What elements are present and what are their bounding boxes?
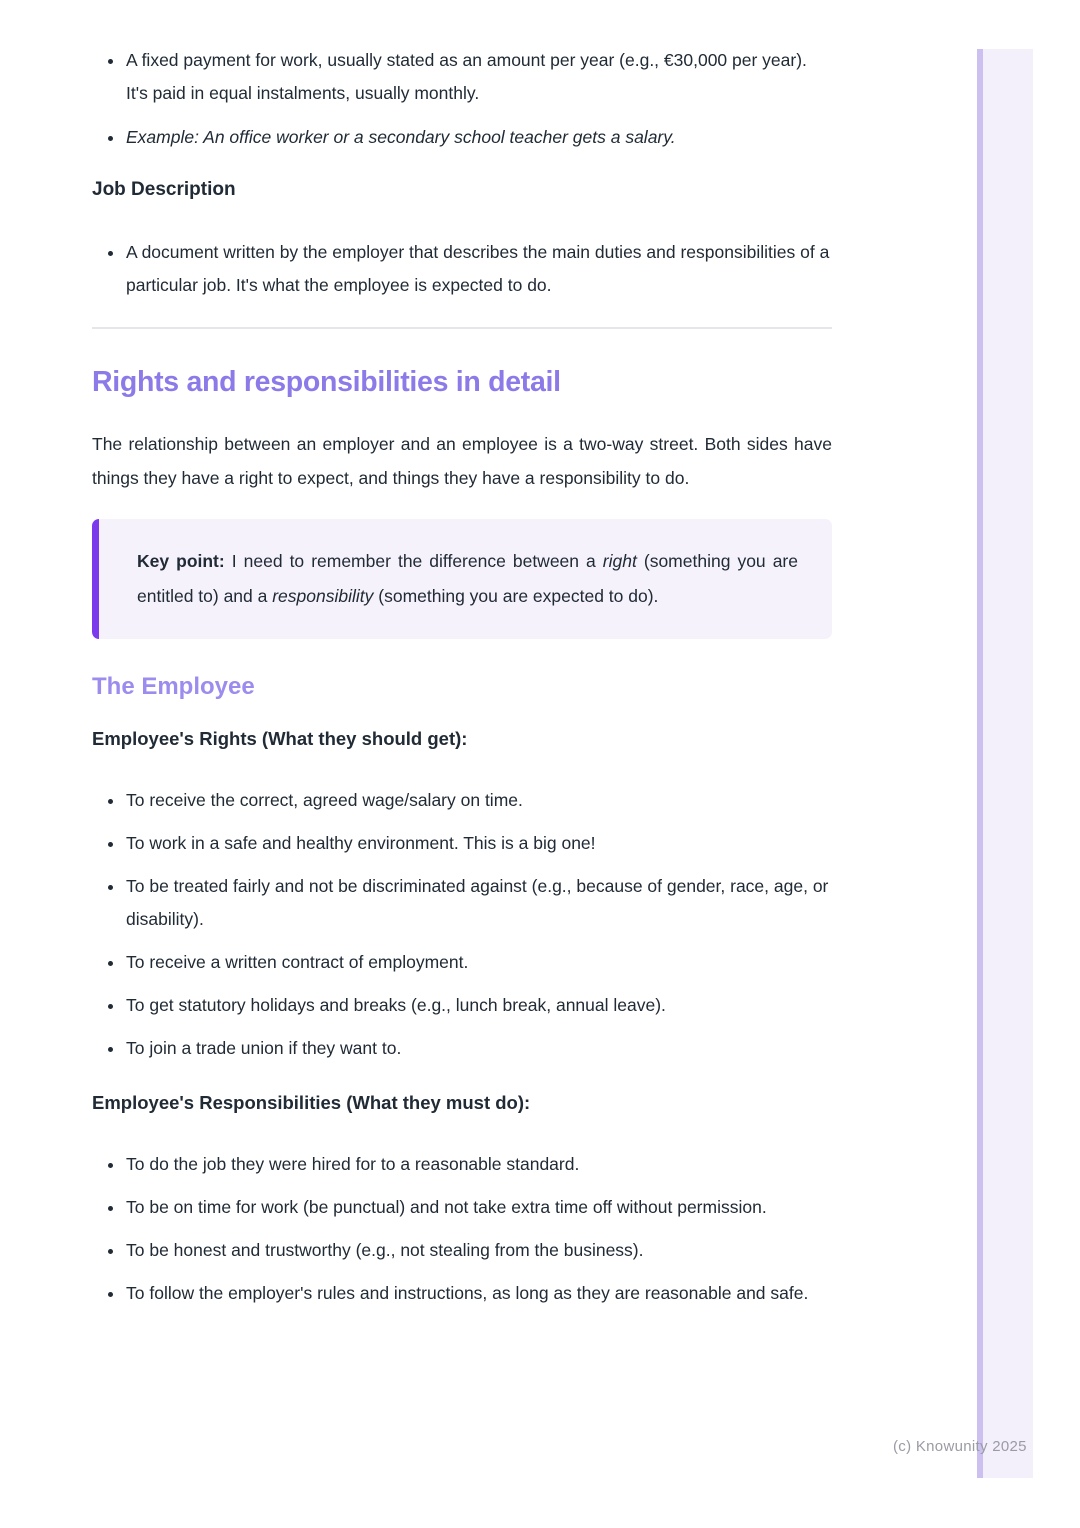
list-item: • To work in a safe and healthy environment. This is a big one! — [125, 827, 832, 860]
text-segment: right — [602, 551, 637, 571]
page-content — [92, 44, 832, 1320]
key-point-callout — [92, 519, 832, 639]
key-point-text — [137, 544, 798, 614]
list-item: • To get statutory holidays and breaks (e.g., lunch break, annual leave). — [125, 989, 832, 1022]
list-item: • To be treated fairly and not be discriminated against (e.g., because of gender, race, age, or disability). — [125, 870, 832, 936]
rights-section-intro: The relationship between an employer and an employee is a two-way street. Both sides have things they have a right to expect, and things they have a responsibility to do. — [92, 434, 832, 488]
employee-responsibilities-list — [92, 1148, 832, 1310]
text-segment: (something you are expected to do). — [373, 586, 659, 606]
list-item: • A fixed payment for work, usually stated as an amount per year (e.g., €30,000 per year). It's paid in equal instalments, usually monthly. — [125, 44, 832, 110]
employee-rights-heading: Employee's Rights (What they should get): — [92, 728, 468, 749]
list-item: • To be honest and trustworthy (e.g., not stealing from the business). — [125, 1234, 832, 1267]
job-description-heading: Job Description — [92, 179, 236, 200]
list-item: • To follow the employer's rules and instructions, as long as they are reasonable and safe. — [125, 1277, 832, 1310]
copyright-watermark: (c) Knowunity 2025 — [893, 1438, 1027, 1455]
list-item: • A document written by the employer that describes the main duties and responsibilities of a particular job. It's what the employee is expected to do. — [125, 236, 832, 302]
text-segment: (something you are entitled to) and a — [137, 551, 798, 606]
text-segment: Key point: — [137, 551, 225, 571]
list-item: • To receive a written contract of employment. — [125, 946, 832, 979]
salary-bullet-list — [92, 44, 832, 154]
list-item: • To join a trade union if they want to. — [125, 1032, 832, 1065]
page-edge-strip — [977, 49, 1033, 1478]
list-item: • To receive the correct, agreed wage/salary on time. — [125, 784, 832, 817]
employee-responsibilities-heading: Employee's Responsibilities (What they must do): — [92, 1092, 531, 1113]
rights-section-title: Rights and responsibilities in detail — [92, 366, 561, 398]
section-divider — [92, 327, 832, 329]
employee-rights-list — [92, 784, 832, 1065]
job-description-bullet-list — [92, 236, 832, 302]
list-item: • To be on time for work (be punctual) and not take extra time off without permission. — [125, 1191, 832, 1224]
list-item: • Example: An office worker or a secondary school teacher gets a salary. — [125, 121, 832, 154]
text-segment: responsibility — [272, 586, 374, 606]
employee-section-title: The Employee — [92, 673, 255, 700]
text-segment: I need to remember the difference between a — [224, 551, 603, 571]
list-item: • To do the job they were hired for to a reasonable standard. — [125, 1148, 832, 1181]
